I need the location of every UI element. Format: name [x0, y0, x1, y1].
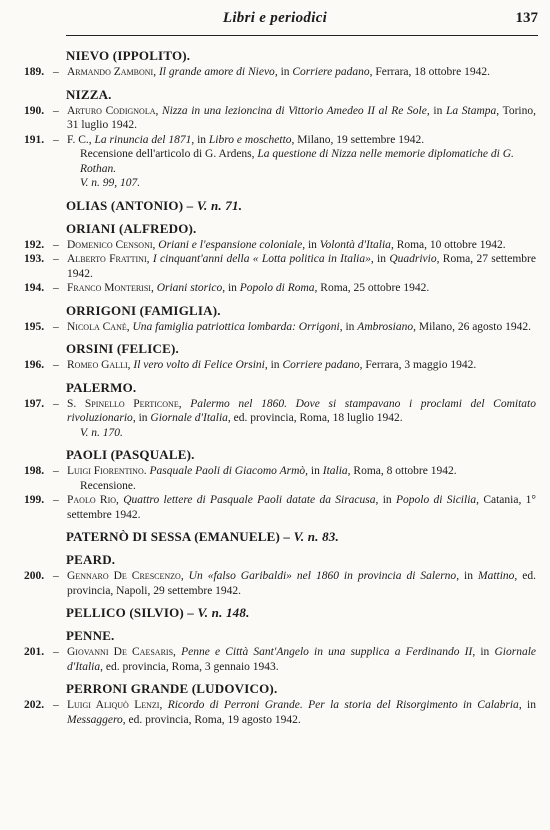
entry-number: 198. [24, 465, 45, 477]
publication-details: , Roma, 10 ottobre 1942. [390, 238, 506, 251]
article-title: Una famiglia patriottica lombarda: Orrigoni [132, 320, 340, 333]
author: Giovanni De Caesaris [67, 646, 174, 658]
periodical: Quadrivio [389, 253, 437, 265]
subject-heading: PERRONI GRANDE (LUDOVICO). [66, 681, 278, 696]
connector: , in [339, 320, 358, 333]
entry-dash: – [53, 570, 59, 582]
entry-198 [0, 464, 550, 493]
entry-number: 202. [24, 699, 45, 711]
entry-text [67, 281, 536, 296]
entry-194 [0, 281, 550, 296]
page-number: 137 [515, 10, 538, 26]
article-title: I cinquant'anni della « Lotta politica in Italia» [152, 253, 371, 265]
periodical: Ambrosiano [357, 320, 414, 333]
entry-dash: – [53, 646, 59, 658]
separator: , [126, 320, 133, 333]
author: Gennaro De Crescenzo [67, 570, 181, 582]
entry-number: 193. [24, 253, 45, 265]
article-title: Nizza in una lezioncina di Vittorio Amedeo II al Re Sole [162, 104, 427, 117]
entry-191 [0, 133, 550, 191]
periodical: Corriere padano [292, 66, 370, 78]
article-title: Oriani e l'espansione coloniale [158, 238, 303, 251]
publication-details: , ed. provincia, Roma, 19 agosto 1942. [122, 713, 301, 726]
author: Nicola Canè [67, 320, 127, 333]
entry-text [67, 464, 536, 479]
entry-number: 189. [24, 66, 45, 78]
entry-190 [0, 104, 550, 133]
entry-text [67, 493, 536, 522]
author: Alberto Frattini [67, 253, 147, 265]
entry-193 [0, 252, 550, 281]
entry-dash: – [53, 699, 59, 711]
entry-text [67, 104, 536, 133]
subject-heading: NIEVO (IPPOLITO). [66, 48, 191, 63]
periodical: Messaggero [67, 713, 123, 726]
entry-201 [0, 645, 550, 674]
periodical: Volontà d'Italia [319, 238, 391, 251]
author: Luigi Fiorentino [67, 465, 144, 477]
entry-dash: – [53, 238, 59, 251]
review-label: Recensione dell'articolo di G. Ardens, [80, 148, 258, 160]
heading-reference: – V. n. 148. [183, 605, 250, 620]
connector: , in [132, 412, 151, 424]
publication-details: , Roma, 25 ottobre 1942. [314, 282, 430, 294]
connector: , in [222, 282, 240, 294]
connector: , in [426, 104, 446, 117]
entry-dash: – [53, 104, 59, 117]
entry-195 [0, 320, 550, 335]
article-title: Ricordo di Perroni Grande. Per la storia del Risorgimento in Calabria [167, 699, 519, 711]
separator: , [159, 699, 168, 711]
publication-details: , Catania, 1° settembre 1942. [67, 494, 537, 521]
heading-reference: – V. n. 71. [183, 197, 243, 213]
connector: , in [375, 494, 396, 506]
separator: , [155, 104, 163, 117]
entry-text [67, 397, 536, 426]
entry-text [67, 238, 536, 253]
entry-202 [0, 698, 550, 727]
entry-number: 196. [24, 359, 45, 371]
periodical: Popolo di Roma [239, 282, 315, 294]
separator: , [173, 646, 182, 658]
review-note: Recensione. [80, 479, 136, 492]
publication-details: , Milano, 26 agosto 1942. [413, 320, 531, 333]
separator: , [127, 359, 134, 371]
subject-heading [66, 605, 550, 621]
article-title: Penne e Città Sant'Angelo in una supplica a Ferdinando II [181, 646, 473, 658]
entry-number: 195. [24, 320, 45, 333]
article-title: Un «falso Garibaldi» nel 1860 in provincia di Salerno [188, 570, 457, 582]
entry-dash: – [53, 494, 59, 506]
connector: , in [302, 238, 320, 251]
periodical: Italia [322, 465, 348, 477]
entry-dash: – [53, 320, 59, 333]
connector: , in [472, 646, 495, 658]
author: Domenico Censoni [67, 238, 153, 251]
entry-197 [0, 397, 550, 441]
entry-199 [0, 493, 550, 522]
heading-text: PATERNÒ DI SESSA (EMANUELE) [66, 529, 281, 544]
connector: , in [191, 133, 209, 146]
entry-text [67, 133, 536, 148]
entry-dash: – [53, 282, 59, 294]
publication-details: , Roma, 8 ottobre 1942. [347, 465, 457, 477]
separator: , [150, 282, 157, 294]
periodical: Libro e moschetto [208, 133, 292, 146]
entry-dash: – [53, 253, 59, 265]
review-note [80, 147, 536, 176]
author: F. C., [67, 133, 95, 146]
cross-reference: V. n. 170. [80, 426, 123, 439]
separator: , [146, 253, 153, 265]
entry-dash: – [53, 66, 59, 78]
separator: , [116, 494, 124, 506]
entry-text [67, 645, 536, 674]
entry-196 [0, 358, 550, 373]
article-title: Il vero volto di Felice Orsini [133, 359, 265, 371]
entry-number: 201. [24, 646, 45, 658]
periodical: Giornale d'Italia [67, 646, 537, 673]
author: Luigi Aliquò Lenzi [67, 699, 160, 711]
entry-dash: – [53, 397, 59, 410]
separator: , [153, 66, 159, 78]
heading-text: OLIAS (ANTONIO) [66, 197, 184, 213]
publication-details: , Milano, 19 settembre 1942. [291, 133, 425, 146]
subject-heading: ORSINI (FELICE). [66, 341, 179, 356]
entry-number: 191. [24, 133, 45, 146]
entry-189 [0, 65, 550, 80]
author: Franco Monterisi [67, 282, 151, 294]
author: S. Spinello Perticone [67, 397, 179, 410]
author: Armando Zamboni [67, 66, 154, 78]
connector: , in [370, 253, 390, 265]
entry-number: 190. [24, 104, 45, 117]
separator: , [152, 238, 159, 251]
periodical: Popolo di Sicilia [395, 494, 477, 506]
heading-reference: – V. n. 83. [280, 529, 339, 544]
heading-text: PELLICO (SILVIO) [66, 605, 184, 620]
subject-heading: PALERMO. [66, 379, 137, 395]
author: Paolo Rio [67, 494, 117, 506]
separator: , [178, 397, 191, 410]
subject-heading: PAOLI (PASQUALE). [66, 447, 195, 462]
header-rule [66, 35, 538, 36]
separator: , [180, 570, 189, 582]
entry-text [67, 698, 536, 727]
publication-details: , ed. provincia, Napoli, 29 settembre 1942. [67, 570, 536, 597]
subject-heading: PENNE. [66, 628, 115, 643]
subject-heading: PEARD. [66, 552, 116, 567]
article-title: Oriani storico [156, 282, 223, 294]
author: Arturo Codignola [67, 104, 156, 117]
article-title: Pasquale Paoli di Giacomo Armò [149, 465, 306, 477]
cross-reference: V. n. 99, 107. [80, 177, 141, 189]
connector: , in [264, 359, 283, 371]
periodical: Corriere padano [282, 359, 360, 371]
subject-heading: NIZZA. [66, 86, 112, 102]
connector: , in [456, 570, 478, 582]
author: Romeo Galli [67, 359, 128, 371]
subject-heading [66, 198, 550, 214]
publication-details: , Torino, 31 luglio 1942. [67, 104, 536, 131]
review-title: La questione di Nizza nelle memorie diplomatiche di G. Rothan. [80, 148, 514, 175]
entry-number: 200. [24, 570, 45, 582]
entry-number: 197. [24, 397, 45, 410]
entry-number: 199. [24, 494, 45, 506]
entry-text [67, 569, 536, 598]
subject-heading [66, 529, 550, 545]
article-title: La rinuncia del 1871 [94, 133, 192, 146]
connector: , in [518, 699, 537, 711]
publication-details: , Ferrara, 18 ottobre 1942. [369, 66, 490, 78]
periodical: Giornale d'Italia [150, 412, 228, 424]
entry-text [67, 252, 536, 281]
publication-details: , Roma, 27 settembre 1942. [67, 253, 536, 280]
entry-text [67, 358, 536, 373]
article-title: Il grande amore di Nievo [158, 66, 275, 78]
bibliography [0, 48, 550, 727]
entry-number: 192. [24, 238, 45, 251]
publication-details: , ed. provincia, Roma, 18 luglio 1942. [227, 412, 403, 424]
subject-heading: ORIANI (ALFREDO). [66, 220, 197, 236]
connector: , in [274, 66, 293, 78]
publication-details: , ed. provincia, Roma, 3 gennaio 1943. [100, 660, 279, 673]
entry-192 [0, 238, 550, 253]
entry-dash: – [53, 133, 59, 146]
periodical: La Stampa [445, 104, 497, 117]
periodical: Mattino [477, 570, 515, 582]
entry-number: 194. [24, 282, 45, 294]
entry-text [67, 320, 536, 335]
running-head-title: Libri e periodici [222, 10, 328, 26]
publication-details: , Ferrara, 3 maggio 1942. [359, 359, 477, 371]
subject-heading: ORRIGONI (FAMIGLIA). [66, 302, 221, 318]
entry-200 [0, 569, 550, 598]
article-title: Quattro lettere di Pasquale Paoli datate da Siracusa [123, 494, 376, 506]
entry-dash: – [53, 359, 59, 371]
article-title: Palermo nel 1860. Dove si stampavano i proclami del Comitato rivoluzionario [67, 397, 536, 424]
connector: , in [305, 465, 323, 477]
entry-text [67, 65, 536, 80]
separator: . [143, 465, 150, 477]
running-head [0, 10, 550, 34]
entry-dash: – [53, 465, 59, 477]
